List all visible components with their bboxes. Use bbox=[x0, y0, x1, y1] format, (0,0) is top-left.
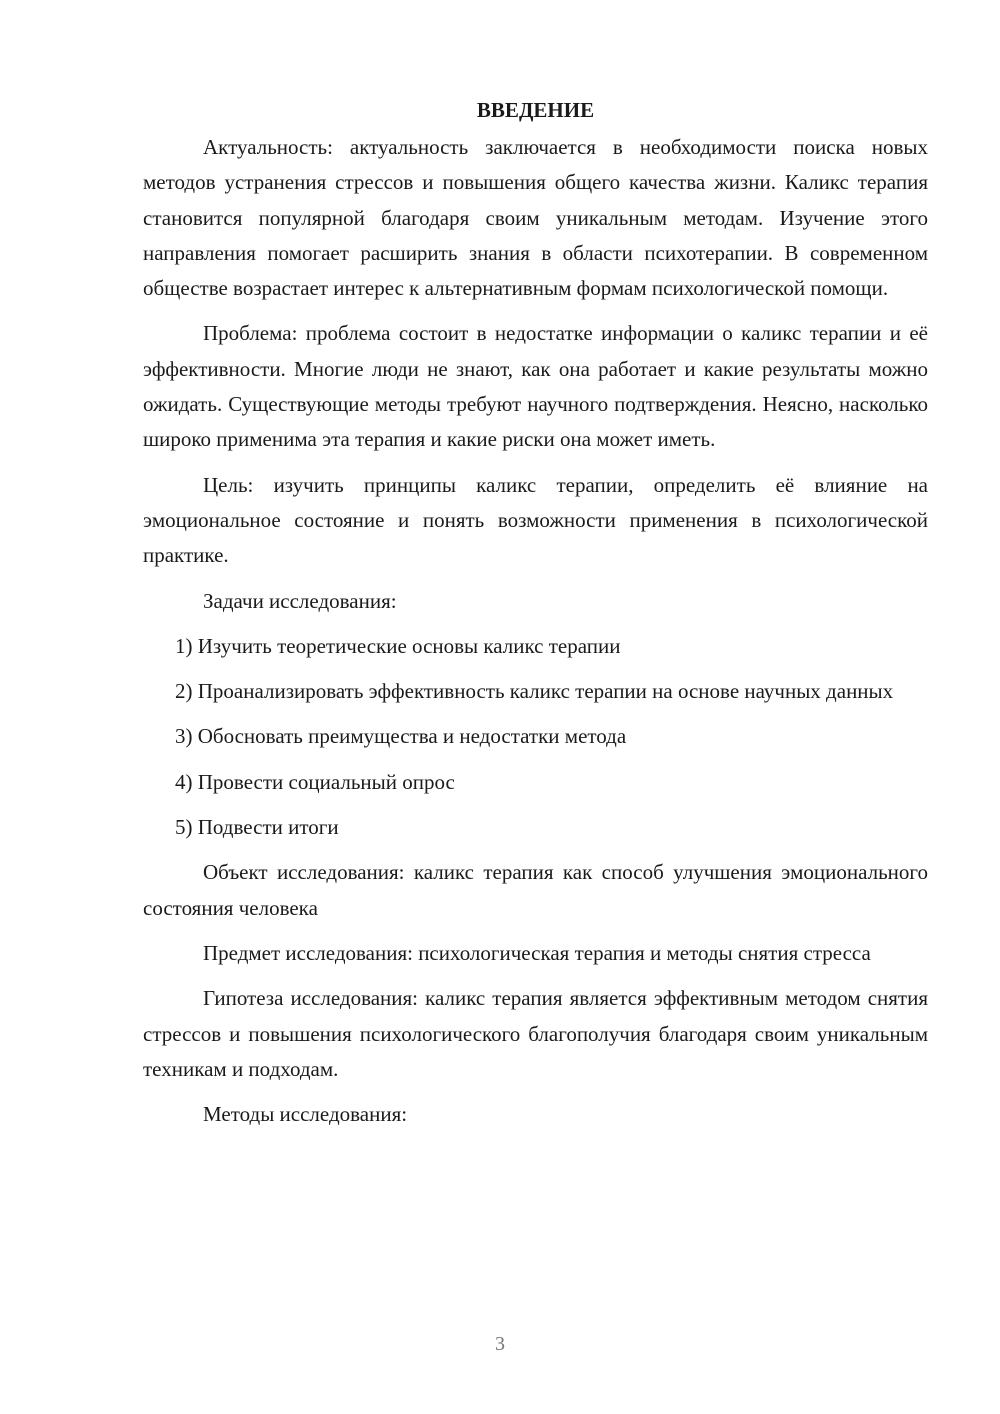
task-item-2: 2) Проанализировать эффективность каликс терапии на основе научных данных bbox=[175, 679, 894, 704]
page-number: 3 bbox=[495, 1333, 505, 1355]
document-page bbox=[143, 95, 928, 1142]
paragraph-hypothesis: Гипотеза исследования: каликс терапия является эффективным методом снятия стрессов и повышения психологического благополучия благодаря своим уникальным техникам и подходам. bbox=[143, 986, 928, 1081]
paragraph-methods: Методы исследования: bbox=[203, 1102, 408, 1127]
paragraph-problem: Проблема: проблема состоит в недостатке информации о каликс терапии и её эффективности. Многие люди не знают, как она работает и какие результаты можно ожидать. Существующие методы требуют научного подтверждения. Неясно, насколько широко применима эта терапия и какие риски она может иметь. bbox=[143, 321, 928, 452]
paragraph-tasks-heading: Задачи исследования: bbox=[203, 588, 397, 613]
task-item-3: 3) Обосновать преимущества и недостатки метода bbox=[175, 724, 627, 749]
task-item-5: 5) Подвести итоги bbox=[175, 815, 339, 840]
task-item-4: 4) Провести социальный опрос bbox=[175, 769, 455, 794]
paragraph-subject: Предмет исследования: психологическая терапия и методы снятия стресса bbox=[203, 940, 871, 965]
paragraph-goal: Цель: изучить принципы каликс терапии, определить её влияние на эмоциональное состояние и понять возможности применения в психологической практике. bbox=[143, 472, 928, 568]
paragraph-relevance: Актуальность: актуальность заключается в необходимости поиска новых методов устранения стрессов и повышения общего качества жизни. Каликс терапия становится популярной благодаря своим уникальным методам. Изучение этого направления помогает расширить знания в области психотерапии. В современном обществе возрастает интерес к альтернативным формам психологической помощи. bbox=[143, 135, 928, 301]
section-title: ВВЕДЕНИЕ bbox=[476, 98, 595, 122]
paragraph-object: Объект исследования: каликс терапия как способ улучшения эмоционального состояния человека bbox=[143, 860, 928, 920]
task-item-1: 1) Изучить теоретические основы каликс терапии bbox=[175, 633, 621, 658]
